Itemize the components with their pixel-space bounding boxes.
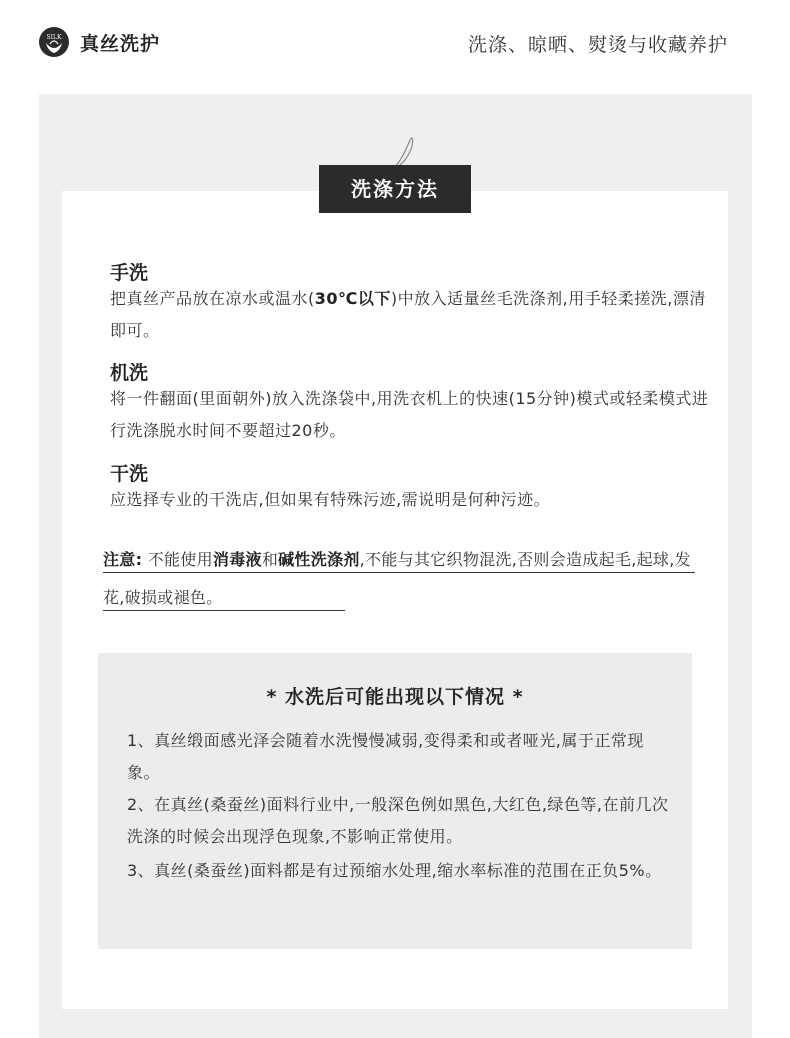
- info-item: 1、真丝缎面感光泽会随着水洗慢慢减弱,变得柔和或者哑光,属于正常现象。: [127, 731, 644, 782]
- section-text-hand-wash: 把真丝产品放在凉水或温水(30℃以下)中放入适量丝毛洗涤剂,用手轻柔搓洗,漂清即可。: [110, 289, 706, 340]
- section-heading-hand-wash: 手洗: [110, 262, 149, 284]
- note-underline: [103, 610, 345, 611]
- section-tag: 洗涤方法: [319, 165, 471, 213]
- info-title: * 水洗后可能出现以下情况 *: [266, 686, 524, 708]
- logo-text: SILK: [46, 34, 62, 41]
- page-subtitle: 洗涤、晾晒、熨烫与收藏养护: [467, 34, 728, 56]
- section-heading-dry-clean: 干洗: [110, 463, 149, 485]
- info-item: 3、真丝(桑蚕丝)面料都是有过预缩水处理,缩水率标准的范围在正负5%。: [127, 861, 662, 880]
- page-header: [0, 0, 790, 94]
- section-text-dry-clean: 应选择专业的干洗店,但如果有特殊污迹,需说明是何种污迹。: [110, 490, 551, 509]
- note-label: 注意:: [103, 550, 143, 569]
- section-text-machine-wash: 将一件翻面(里面朝外)放入洗涤袋中,用洗衣机上的快速(15分钟)模式或轻柔模式进行洗涤脱水时间不要超过20秒。: [110, 389, 709, 440]
- info-item: 2、在真丝(桑蚕丝)面料行业中,一般深色例如黑色,大红色,绿色等,在前几次洗涤的时候会出现浮色现象,不影响正常使用。: [127, 795, 669, 846]
- note-underline: [103, 572, 695, 573]
- silk-logo-icon: [38, 26, 70, 58]
- warning-note: 注意: 不能使用消毒液和碱性洗涤剂,不能与其它织物混洗,否则会造成起毛,起球,发花,破损或褪色。: [103, 550, 691, 607]
- section-heading-machine-wash: 机洗: [110, 362, 149, 384]
- temperature-highlight: 30℃以下: [314, 289, 391, 308]
- brand-name: 真丝洗护: [80, 33, 161, 55]
